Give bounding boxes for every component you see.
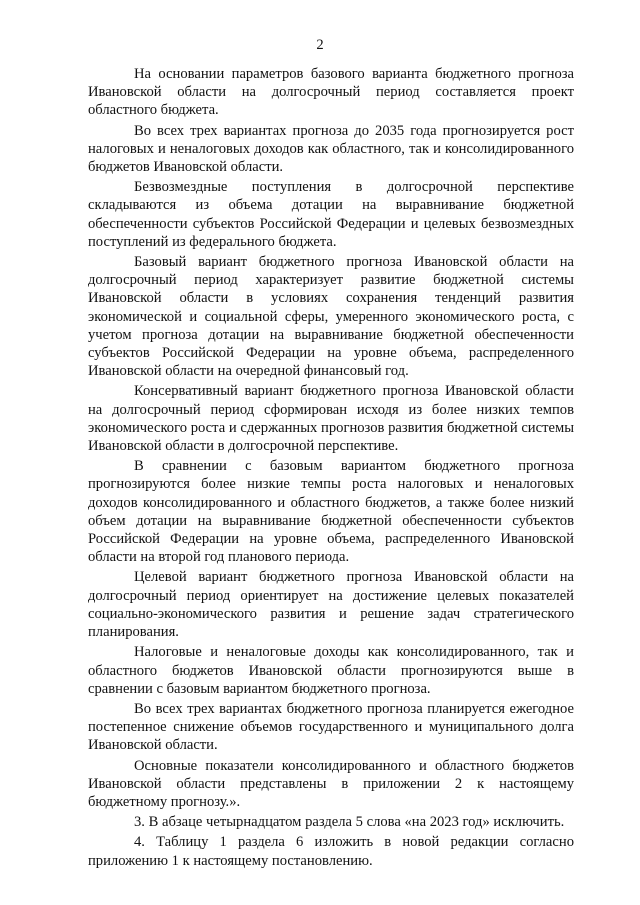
- paragraph-2: Во всех трех вариантах прогноза до 2035 года прогнозируется рост налоговых и неналоговых доходов как областного, так и консолидированного бюджетов Ивановской области.: [88, 122, 574, 176]
- paragraph-5: Консервативный вариант бюджетного прогноза Ивановской области на долгосрочный период сформирован исходя из более низких темпов экономического роста и сдержанных прогнозов развития бюджетной системы Ивановской области в долгосрочной перспективе.: [88, 383, 574, 455]
- paragraph-6: В сравнении с базовым вариантом бюджетного прогноза прогнозируются более низкие темпы роста налоговых и неналоговых доходов консолидированного и областного бюджетов, а также более низкий объем дотации на выравнивание бюджетной обеспеченности субъектов Российской Федерации на уровне объема, распределенного Ивановской области на второй год планового периода.: [88, 458, 574, 566]
- paragraph-4: Базовый вариант бюджетного прогноза Ивановской области на долгосрочный период характеризует развитие бюджетной системы Ивановской области в условиях сохранения тенденций развития экономической и социальной сферы, умеренного экономического роста, с учетом прогноза дотации на выравнивание бюджетной обеспеченности субъектов Российской Федерации на уровне объема, распределенного Ивановской области на очередной финансовый год.: [88, 254, 574, 380]
- document-body: [88, 65, 574, 872]
- paragraph-7: Целевой вариант бюджетного прогноза Ивановской области на долгосрочный период ориентирует на достижение целевых показателей социально-экономического развития и решение задач стратегического планирования.: [88, 569, 574, 641]
- paragraph-3: Безвозмездные поступления в долгосрочной перспективе складываются из объема дотации на выравнивание бюджетной обеспеченности субъектов Российской Федерации и целевых безвозмездных поступлений из федерального бюджета.: [88, 179, 574, 250]
- paragraph-9: Во всех трех вариантах бюджетного прогноза планируется ежегодное постепенное снижение объемов государственного и муниципального долга Ивановской области.: [88, 700, 574, 754]
- paragraph-11: 3. В абзаце четырнадцатом раздела 5 слова «на 2023 год» исключить.: [134, 814, 565, 831]
- paragraph-10: Основные показатели консолидированного и областного бюджетов Ивановской области представлены в приложении 2 к настоящему бюджетному прогнозу.».: [88, 757, 574, 810]
- paragraph-8: Налоговые и неналоговые доходы как консолидированного, так и областного бюджетов Ивановской области прогнозируются выше в сравнении с базовым вариантом бюджетного прогноза.: [88, 644, 574, 697]
- page-number: 2: [316, 37, 324, 53]
- paragraph-12: 4. Таблицу 1 раздела 6 изложить в новой редакции согласно приложению 1 к настоящему постановлению.: [88, 834, 574, 869]
- paragraph-1: На основании параметров базового варианта бюджетного прогноза Ивановской области на долгосрочный период составляется проект областного бюджета.: [88, 66, 574, 119]
